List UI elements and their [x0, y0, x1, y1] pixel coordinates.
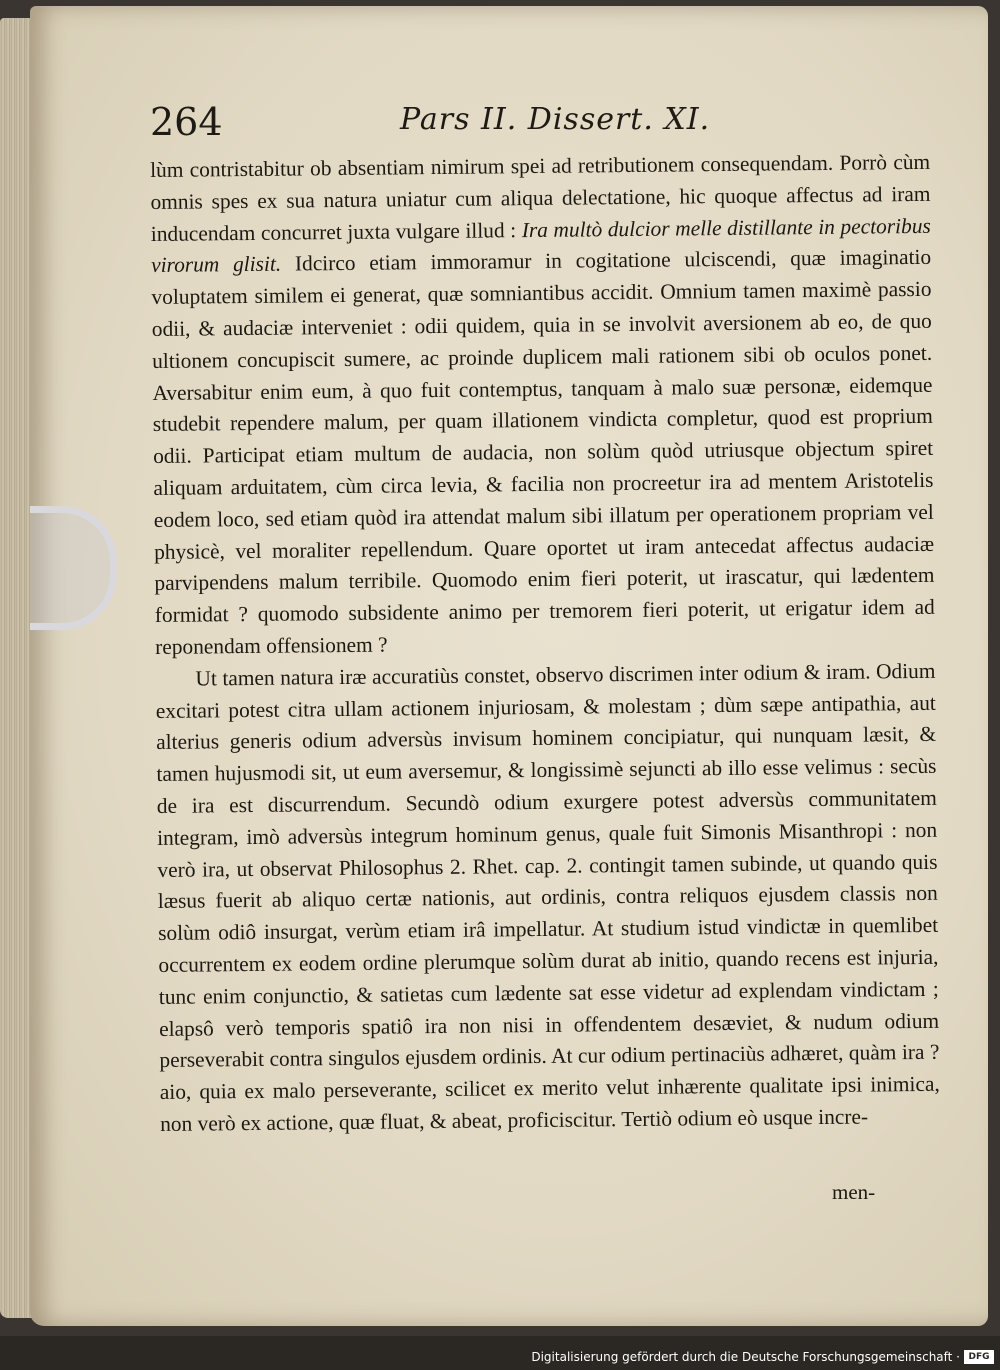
paper-clip — [30, 506, 117, 630]
paragraph-1-start: lùm contristabitur ob absentiam nimirum spei ad retributionem consequendam. Porrò cùm omnis spes ex sua natura uniatur cum aliqua delectatione, hic quoque affectus ad iram inducendam concurret juxta vulgare illud : — [150, 149, 931, 246]
running-head — [150, 100, 940, 150]
header-title: Pars II. Dissert. XI. — [400, 102, 711, 137]
catchword: men- — [832, 1180, 876, 1204]
paragraph-2: Ut tamen natura iræ accuratiùs constet, observo discrimen inter odium & iram. Odium excitari potest citra ullam actionem injuriosam, & molestam ; dùm sæpe antipathia, aut alterius generis odium adversùs invisum hominem concipiatur, qui nunquam læsit, & tamen hujusmodi sit, ut eum aversemur, & longissimè sejuncti ab illo esse velimus : secùs de ira est discurrendum. Secundò odium exurgere potest adversùs communitatem integram, imò adversùs integrum hominum genus, quale fuit Simonis Misanthropi : non verò ira, ut observat Philosophus 2. Rhet. cap. 2. contingit tamen subinde, ut quando quis læsus fuerit ab aliquo certæ nationis, aut ordinis, contra reliquos ejusdem classis non solùm odiô insurgat, verùm etiam irâ impellatur. At studium istud vindictæ in quemlibet occurrentem ex eodem ordine plerumque solùm durat ab initio, quando recens est injuria, tunc enim conjunctio, & satietas cum lædente sat esse videtur ad explendam vindictam ; elapsô verò temporis spatiô ira non nisi in offendentem desæviet, & nudum odium perseverabit contra singulos ejusdem ordinis. At cur odium pertinaciùs adhæret, quàm ira ? aio, quia ex malo perseverante, scilicet ex merito velut inhærente qualitate ipsi inimica, non verò ex actione, quæ fluat, & abeat, proficiscitur. Tertiò odium eò usque incre- — [155, 658, 940, 1136]
dfg-logo: DFG — [964, 1350, 994, 1364]
footer-credit: Digitalisierung gefördert durch die Deutsche Forschungsgemeinschaft · — [531, 1350, 960, 1364]
paragraph-1-rest: Idcirco etiam immoramur in cogitatione ulciscendi, quæ imaginatio voluptatem similem ei generat, quæ somniantibus accidit. Omnium tamen maximè passio odii, & audaciæ interveniet : odii quidem, quia in se involvit aversionem ab eo, de quo ultionem concupiscit sumere, ac proinde duplicem mali rationem sibi ob oculos ponet. Aversabitur enim eum, à quo fuit contemptus, tanquam à malo suæ personæ, eidemque studebit rependere malum, per quam illationem vindicta completur, quod est proprium odii. Participat etiam multum de audacia, non solùm quòd utriusque objectum spiret aliquam arduitatem, cùm circa levia, & facilia non procreetur ira ad mentem Aristotelis eodem loco, sed etiam quòd ira attendat malum sibi illatum per operationem propriam vel physicè, vel moraliter repellendum. Quare oportet ut iram antecedat affectus audaciæ parvipendens malum terribile. Quomodo enim fieri poterit, ut irascatur, qui lædentem formidat ? quomodo subsidente animo per tremorem fieri poterit, ut erigatur idem ad reponendam offensionem ? — [151, 245, 935, 659]
paragraph-1 — [150, 147, 935, 664]
page-number: 264 — [150, 100, 223, 144]
body-text — [150, 147, 940, 1141]
footer-bar — [0, 1336, 1000, 1370]
quotation: Ira multò dulcior melle distillante in pectoribus virorum glisit. — [151, 213, 931, 278]
